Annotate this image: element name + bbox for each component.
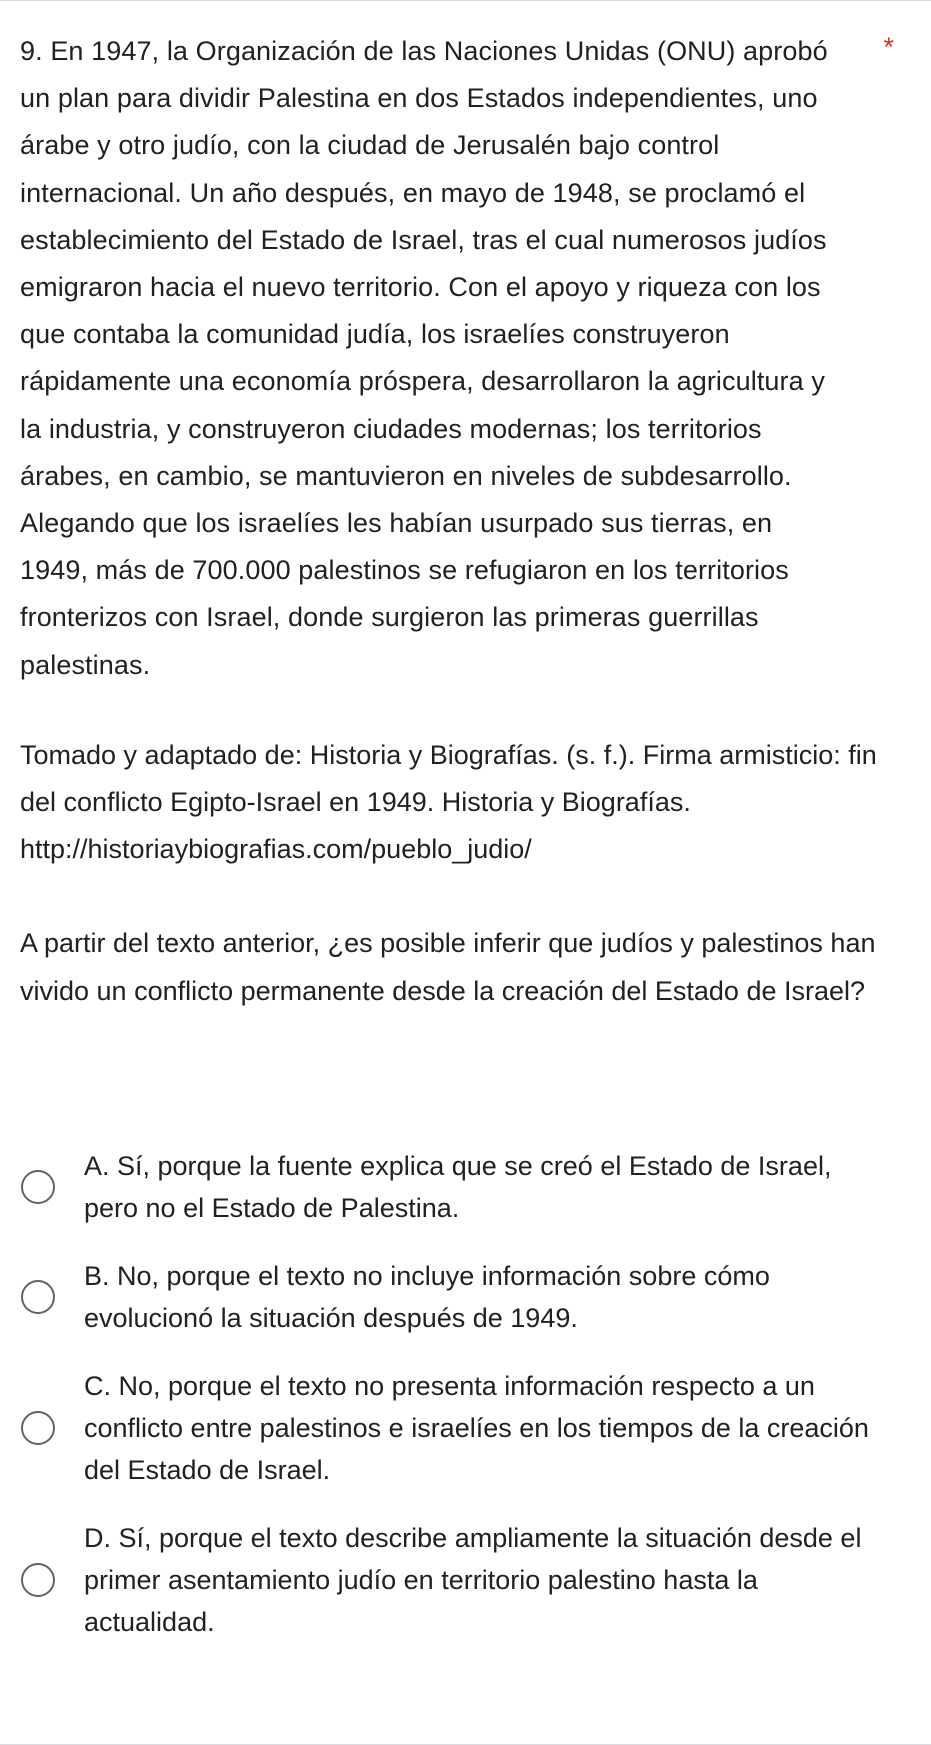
option-a-label[interactable]: A. Sí, porque la fuente explica que se creó el Estado de Israel, pero no el Estado de Palestina. xyxy=(84,1151,832,1223)
top-divider xyxy=(0,0,931,1)
source-citation: Tomado y adaptado de: Historia y Biografías. (s. f.). Firma armisticio: fin del conflicto Egipto-Israel en 1949. Historia y Biografías. http://historiaybiografias.com/pueblo_judio/ xyxy=(20,739,877,865)
question-block xyxy=(20,28,900,1015)
radio-button-b[interactable] xyxy=(21,1280,55,1314)
option-c-label[interactable]: C. No, porque el texto no presenta información respecto a un conflicto entre palestinos e israelíes en los tiempos de la creación del Estado de Israel. xyxy=(84,1371,869,1485)
option-d[interactable] xyxy=(20,1517,900,1643)
radio-button-a[interactable] xyxy=(21,1170,55,1204)
answer-options xyxy=(20,1145,900,1669)
question-header xyxy=(20,28,900,689)
option-c[interactable] xyxy=(20,1365,900,1491)
option-a[interactable] xyxy=(20,1145,900,1229)
option-b-label[interactable]: B. No, porque el texto no incluye información sobre cómo evolucionó la situación después de 1949. xyxy=(84,1261,770,1333)
option-d-label[interactable]: D. Sí, porque el texto describe ampliamente la situación desde el primer asentamiento judío en territorio palestino hasta la actualidad. xyxy=(84,1523,862,1637)
question-prompt: A partir del texto anterior, ¿es posible inferir que judíos y palestinos han vivido un conflicto permanente desde la creación del Estado de Israel? xyxy=(20,928,876,1006)
question-title: 9. En 1947, la Organización de las Naciones Unidas (ONU) aprobó un plan para dividir Palestina en dos Estados independientes, uno árabe y otro judío, con la ciudad de Jerusalén bajo control internacional. Un año después, en mayo de 1948, se proclamó el establecimiento del Estado de Israel, tras el cual numerosos judíos emigraron hacia el nuevo territorio. Con el apoyo y riqueza con los que contaba la comunidad judía, los israelíes construyeron rápidamente una economía próspera, desarrollaron la agricultura y la industria, y construyeron ciudades modernas; los territorios árabes, en cambio, se mantuvieron en niveles de subdesarrollo. Alegando que los israelíes les habían usurpado sus tierras, en 1949, más de 700.000 palestinos se refugiaron en los territorios fronterizos con Israel, donde surgieron las primeras guerrillas palestinas. xyxy=(20,36,828,680)
radio-button-d[interactable] xyxy=(21,1563,55,1597)
required-asterisk: * xyxy=(883,32,894,62)
radio-button-c[interactable] xyxy=(21,1411,55,1445)
option-b[interactable] xyxy=(20,1255,900,1339)
